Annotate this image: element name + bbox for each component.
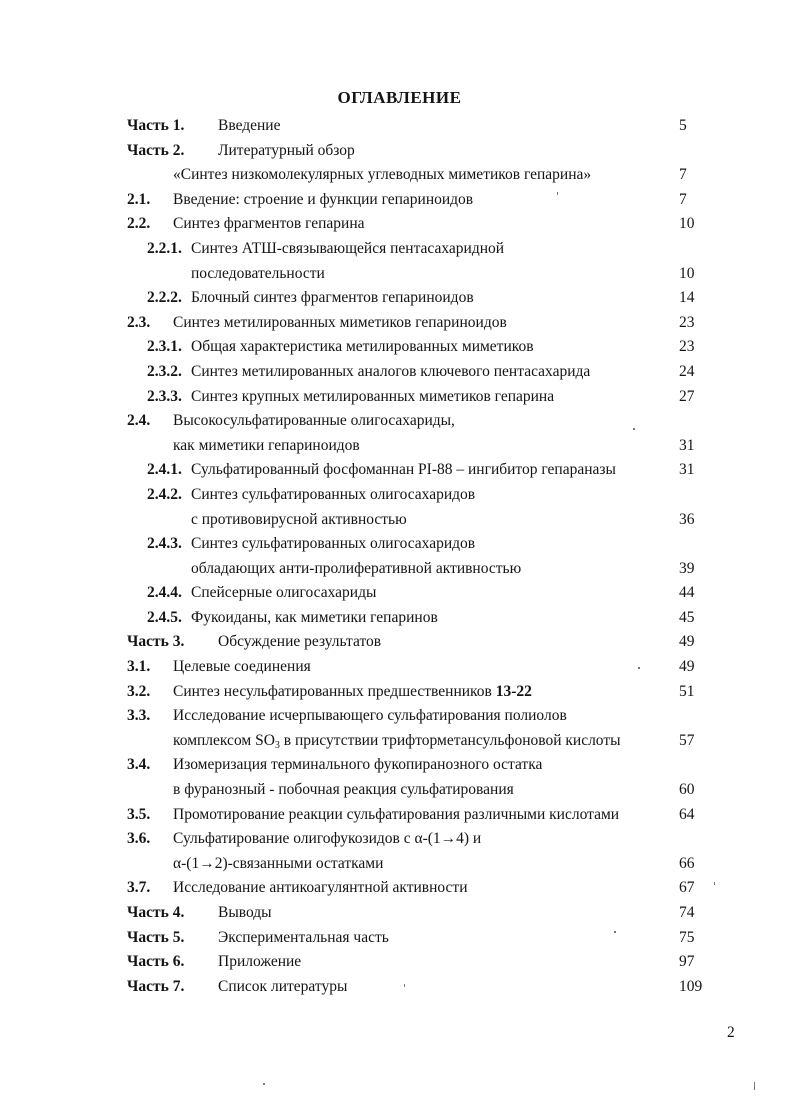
scan-speck	[557, 192, 558, 195]
toc-entry-title: Синтез сульфатированных олигосахаридов	[191, 485, 476, 503]
toc-entry-number: 2.2.	[127, 215, 151, 233]
toc-entry	[0, 606, 799, 631]
toc-entry-continuation	[0, 508, 799, 533]
toc-entry-number: Часть 3.	[127, 633, 185, 651]
toc-entry-page: 24	[679, 362, 695, 380]
toc-entry-title: Синтез сульфатированных олигосахаридов	[191, 535, 476, 553]
toc-entry-page: 10	[679, 215, 695, 233]
toc-entry-title: обладающих анти-пролиферативной активностью	[191, 559, 522, 577]
toc-entry	[0, 630, 799, 655]
toc-entry-title: Спейсерные олигосахариды	[191, 584, 377, 602]
toc-entry	[0, 532, 799, 557]
toc-entry-title-text: в присутствии трифторметансульфоновой кислоты	[279, 731, 621, 749]
toc-entry	[0, 680, 799, 705]
toc-entry-title: Изомеризация терминального фукопиранозного остатка	[173, 756, 543, 774]
toc-entry-number: 2.3.3.	[147, 387, 182, 405]
toc-entry-continuation	[0, 557, 799, 582]
toc-entry	[0, 483, 799, 508]
toc-entry	[0, 876, 799, 901]
toc-entry-number: 2.4.1.	[147, 461, 182, 479]
toc-entry	[0, 188, 799, 213]
toc-entry-page: 44	[679, 584, 695, 602]
toc-entry-number: 3.3.	[127, 707, 151, 725]
toc-entry-title: Синтез крупных метилированных миметиков гепарина	[191, 387, 555, 405]
toc-entry-title: Блочный синтез фрагментов гепариноидов	[191, 289, 474, 307]
toc-entry	[0, 753, 799, 778]
toc-entry-title: Общая характеристика метилированных миметиков	[191, 338, 534, 356]
toc-entry	[0, 385, 799, 410]
toc-entry-page: 31	[679, 461, 695, 479]
page-title: ОГЛАВЛЕНИЕ	[337, 88, 462, 107]
toc-entry-title: Исследование антикоагулянтной активности	[173, 879, 468, 897]
toc-entry-continuation	[0, 434, 799, 459]
toc-entry-number: 3.2.	[127, 682, 151, 700]
toc-entry-number: Часть 2.	[127, 141, 185, 159]
scan-speck	[754, 1082, 755, 1090]
scan-speck	[614, 931, 616, 933]
toc-entry-number: 2.4.	[127, 412, 151, 430]
toc-entry-title: Обсуждение результатов	[218, 633, 382, 651]
toc-entry-title: «Синтез низкомолекулярных углеводных миметиков гепарина»	[173, 166, 592, 184]
toc-entry-title: Высокосульфатированные олигосахариды,	[173, 412, 455, 430]
toc-entry-title: Промотирование реакции сульфатирования различными кислотами	[173, 805, 620, 823]
toc-entry-number: 2.3.	[127, 313, 151, 331]
toc-entry-page: 36	[679, 510, 695, 528]
table-of-contents	[0, 114, 799, 999]
toc-entry-page: 66	[679, 854, 695, 872]
toc-entry-number: 3.4.	[127, 756, 151, 774]
toc-entry-page: 60	[679, 781, 695, 799]
scan-speck	[638, 667, 640, 669]
toc-entry-title	[173, 729, 621, 754]
toc-entry-page: 14	[679, 289, 695, 307]
toc-entry-continuation	[0, 778, 799, 803]
toc-entry-continuation	[0, 729, 799, 754]
toc-entry-title: Сульфатированный фосфоманнан PI-88 – ингибитор гепараназы	[191, 461, 616, 479]
toc-entry-title: Синтез метилированных миметиков гепариноидов	[173, 313, 507, 331]
toc-entry	[0, 311, 799, 336]
toc-entry	[0, 360, 799, 385]
toc-entry-number: 2.1.	[127, 190, 151, 208]
toc-entry-number: 2.2.2.	[147, 289, 182, 307]
toc-entry	[0, 827, 799, 852]
scan-speck	[633, 428, 635, 430]
toc-entry	[0, 975, 799, 1000]
toc-entry-number: Часть 6.	[127, 953, 185, 971]
toc-entry-page: 39	[679, 559, 695, 577]
toc-entry-title: Целевые соединения	[173, 658, 311, 676]
toc-entry-page: 49	[679, 658, 695, 676]
scan-speck	[714, 882, 715, 885]
toc-entry-title	[173, 680, 532, 705]
toc-entry-page: 31	[679, 436, 695, 454]
toc-entry-number: 2.4.5.	[147, 608, 182, 626]
toc-entry	[0, 114, 799, 139]
toc-entry-title: Список литературы	[218, 977, 348, 995]
toc-entry-title: Экспериментальная часть	[218, 928, 389, 946]
toc-entry-page: 45	[679, 608, 695, 626]
toc-entry-title: с противовирусной активностью	[191, 510, 407, 528]
toc-entry-title: Введение	[218, 117, 281, 134]
toc-entry-number: Часть 7.	[127, 977, 185, 995]
toc-entry-number: 2.2.1.	[147, 239, 182, 257]
toc-entry-number: 3.6.	[127, 830, 151, 848]
toc-entry-number: 3.5.	[127, 805, 151, 823]
toc-entry-page: 10	[679, 264, 695, 282]
toc-entry-title: Исследование исчерпывающего сульфатирования полиолов	[173, 707, 567, 725]
toc-entry-title: α-(1→2)-связанными остатками	[173, 854, 384, 872]
toc-entry-title-text: Синтез несульфатированных предшественников	[173, 682, 496, 700]
toc-entry-page: 109	[679, 977, 703, 995]
toc-entry-page: 51	[679, 682, 695, 700]
toc-entry	[0, 212, 799, 237]
toc-entry	[0, 950, 799, 975]
toc-entry-title: как миметики гепариноидов	[173, 436, 360, 454]
toc-entry	[0, 901, 799, 926]
toc-entry-page: 7	[679, 166, 687, 184]
toc-entry-page: 74	[679, 904, 695, 921]
toc-entry	[0, 286, 799, 311]
toc-entry-title: Приложение	[218, 953, 302, 971]
toc-entry	[0, 458, 799, 483]
toc-entry-continuation	[0, 163, 799, 188]
toc-entry-page: 57	[679, 731, 695, 749]
toc-entry-number: Часть 5.	[127, 928, 185, 946]
toc-entry-page: 64	[679, 805, 695, 823]
toc-entry-title: Сульфатирование олигофукозидов с α-(1→4) и	[173, 830, 482, 848]
toc-entry-title: в фуранозный - побочная реакция сульфатирования	[173, 781, 514, 799]
toc-entry-title: Синтез фрагментов гепарина	[173, 215, 365, 233]
subscript: 3	[274, 739, 280, 751]
toc-entry-number: Часть 4.	[127, 904, 185, 921]
toc-entry-number: Часть 1.	[127, 117, 185, 134]
toc-entry-page: 5	[679, 117, 687, 134]
toc-entry-title: Синтез метилированных аналогов ключевого пентасахарида	[191, 362, 591, 380]
scan-speck	[263, 1083, 265, 1085]
toc-entry-number: 3.1.	[127, 658, 151, 676]
toc-entry	[0, 655, 799, 680]
compound-range: 13-22	[495, 682, 532, 700]
toc-entry-number: 3.7.	[127, 879, 151, 897]
toc-entry-page: 27	[679, 387, 695, 405]
toc-entry-number: 2.4.3.	[147, 535, 182, 553]
toc-entry-title-text: последовательности	[191, 264, 325, 282]
scan-speck	[404, 984, 405, 987]
toc-entry-page: 75	[679, 928, 695, 946]
toc-entry-title: Синтез АТШ-связывающейся пентасахаридной	[191, 239, 505, 257]
toc-entry	[0, 409, 799, 434]
toc-entry	[0, 139, 799, 164]
toc-entry-continuation	[0, 262, 799, 287]
toc-entry-number: 2.3.1.	[147, 338, 182, 356]
toc-entry-title: Литературный обзор	[218, 141, 355, 159]
toc-entry-page: 67	[679, 879, 695, 897]
toc-entry	[0, 237, 799, 262]
toc-entry	[0, 335, 799, 360]
toc-entry-number: 2.3.2.	[147, 362, 182, 380]
page-number: 2	[727, 1024, 735, 1041]
toc-entry-page: 49	[679, 633, 695, 651]
toc-entry-page: 7	[679, 190, 687, 208]
toc-entry-page: 97	[679, 953, 695, 971]
toc-entry-continuation	[0, 852, 799, 877]
toc-entry-title: Фукоиданы, как миметики гепаринов	[191, 608, 438, 626]
toc-entry	[0, 803, 799, 828]
toc-entry-title: Введение: строение и функции гепариноидов	[173, 190, 474, 208]
toc-entry-page: 23	[679, 313, 695, 331]
toc-entry-page: 23	[679, 338, 695, 356]
toc-entry-title-text: комплексом SO	[173, 731, 275, 749]
toc-entry-number: 2.4.2.	[147, 485, 182, 503]
toc-entry-title	[191, 262, 325, 287]
toc-entry	[0, 704, 799, 729]
toc-entry	[0, 926, 799, 951]
toc-entry-title: Выводы	[218, 904, 272, 921]
toc-entry-number: 2.4.4.	[147, 584, 182, 602]
toc-entry	[0, 581, 799, 606]
